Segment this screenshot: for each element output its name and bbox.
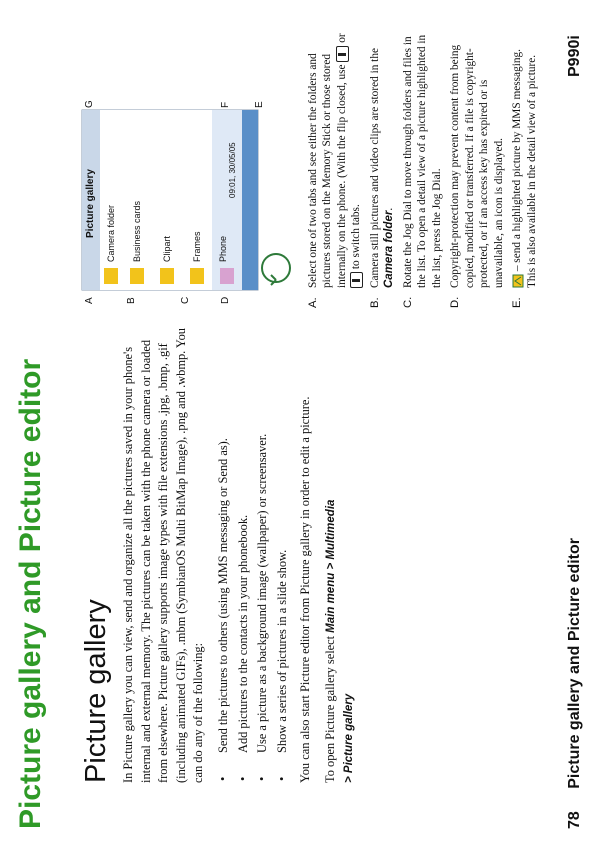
item-text: Rotate the Jog Dial to move through folders and files in the list. To open a detail view of a picture highlighted in the list, press the Jog Dial.: [401, 34, 443, 288]
feature-list: [215, 323, 291, 783]
screen-row: Phone: [218, 235, 228, 262]
page-number: 78: [566, 811, 583, 829]
folder-icon: [130, 268, 144, 284]
item-text-or: or: [335, 33, 348, 43]
footer-left: [566, 538, 584, 829]
row-camera-bg: [100, 110, 122, 290]
item-emphasis: Camera folder: [383, 210, 396, 288]
list-item: • Show a series of pictures in a slide show.: [274, 323, 292, 783]
callout-f: F: [220, 101, 231, 108]
callout-d: D: [220, 296, 231, 304]
menu-path-main: Main menu: [325, 572, 338, 633]
callout-c: C: [180, 296, 191, 304]
screen-toolbar: [242, 110, 258, 290]
image-icon: [220, 268, 234, 284]
menu-path-gallery: > Picture gallery: [342, 693, 355, 783]
menu-path-sep: >: [325, 559, 338, 573]
section-title: Picture gallery: [80, 599, 112, 783]
item-label: C.: [401, 296, 414, 308]
item-label: A.: [307, 297, 319, 308]
menu-path-multimedia: Multimedia: [325, 499, 338, 560]
chapter-title: Picture gallery and Picture editor: [14, 358, 47, 829]
item-text: Camera still pictures and video clips are stored in the: [368, 48, 381, 288]
list-item-b: [368, 33, 397, 308]
screenshot-graphic: [80, 98, 300, 308]
folder-icon: [190, 268, 204, 284]
phone-screenshot: [80, 98, 300, 308]
callout-g: G: [84, 100, 95, 108]
list-item-d: [448, 33, 506, 308]
list-item-a: [306, 33, 364, 308]
left-column: [120, 323, 364, 783]
send-mms-icon: [512, 274, 524, 288]
screen-row: Business cards: [132, 200, 142, 262]
folder-icon: [104, 268, 118, 284]
screen-detail: 09:01, 30/05/05: [228, 142, 237, 198]
callout-e: E: [254, 101, 265, 108]
list-item: • Use a picture as a background image (wallpaper) or screensaver.: [254, 323, 272, 783]
editor-paragraph: You can also start Picture editor from Picture gallery in order to edit a picture.: [298, 396, 313, 783]
folder-icon: [160, 268, 174, 284]
item-label: B.: [368, 297, 381, 308]
footer-model: P990i: [566, 35, 583, 77]
item-text: Copyright-protection may prevent content from being copied, modified or transferred. If a file is copyright-protected, or if an access key has expired or is unavailable, an icon is displayed.: [449, 44, 505, 288]
screen-row: Camera folder: [106, 204, 116, 262]
open-paragraph: [322, 323, 357, 783]
screen-row: Frames: [192, 231, 202, 262]
callout-b: B: [126, 297, 137, 304]
screen-title: Picture gallery: [85, 169, 96, 238]
open-text: To open Picture gallery select: [323, 635, 338, 783]
right-tab-key-icon: [350, 272, 363, 288]
item-text-2: to switch tabs.: [350, 204, 363, 270]
item-label: E.: [511, 297, 524, 308]
footer-title: Picture gallery and Picture editor: [566, 538, 583, 789]
item-label: D.: [449, 296, 462, 308]
list-item: • Send the pictures to others (using MMS messaging or Send as).: [215, 323, 233, 783]
list-item-c: [401, 33, 444, 308]
list-item-e: [510, 33, 539, 308]
right-column: [306, 33, 543, 308]
screen-row: Clipart: [162, 235, 172, 262]
item-text: – send a highlighted picture by MMS messaging. This is also available in the detail view of a picture.: [511, 49, 538, 288]
list-item: • Add pictures to the contacts in your phonebook.: [235, 323, 253, 783]
left-tab-key-icon: [336, 46, 349, 62]
jog-dial-icon: [262, 254, 290, 282]
item-text-2: .: [383, 207, 396, 211]
item-text: Select one of two tabs and see either the folders and pictures stored on the Memory Stick or those stored internally on the phone. (With the flip closed, use: [307, 53, 348, 288]
intro-paragraph: In Picture gallery you can view, send and organize all the pictures saved in your phone's internal and external memory. The pictures can be taken with the phone camera or loaded from elsewhere. Picture gallery supports image types with file extensions .jpg, .bmp, .gif (including animated GIFs), .mbm (SymbianOS Multi BitMap Image), .png and .wbmp. You can do any of the following:: [121, 328, 206, 783]
callout-a: A: [84, 297, 95, 304]
